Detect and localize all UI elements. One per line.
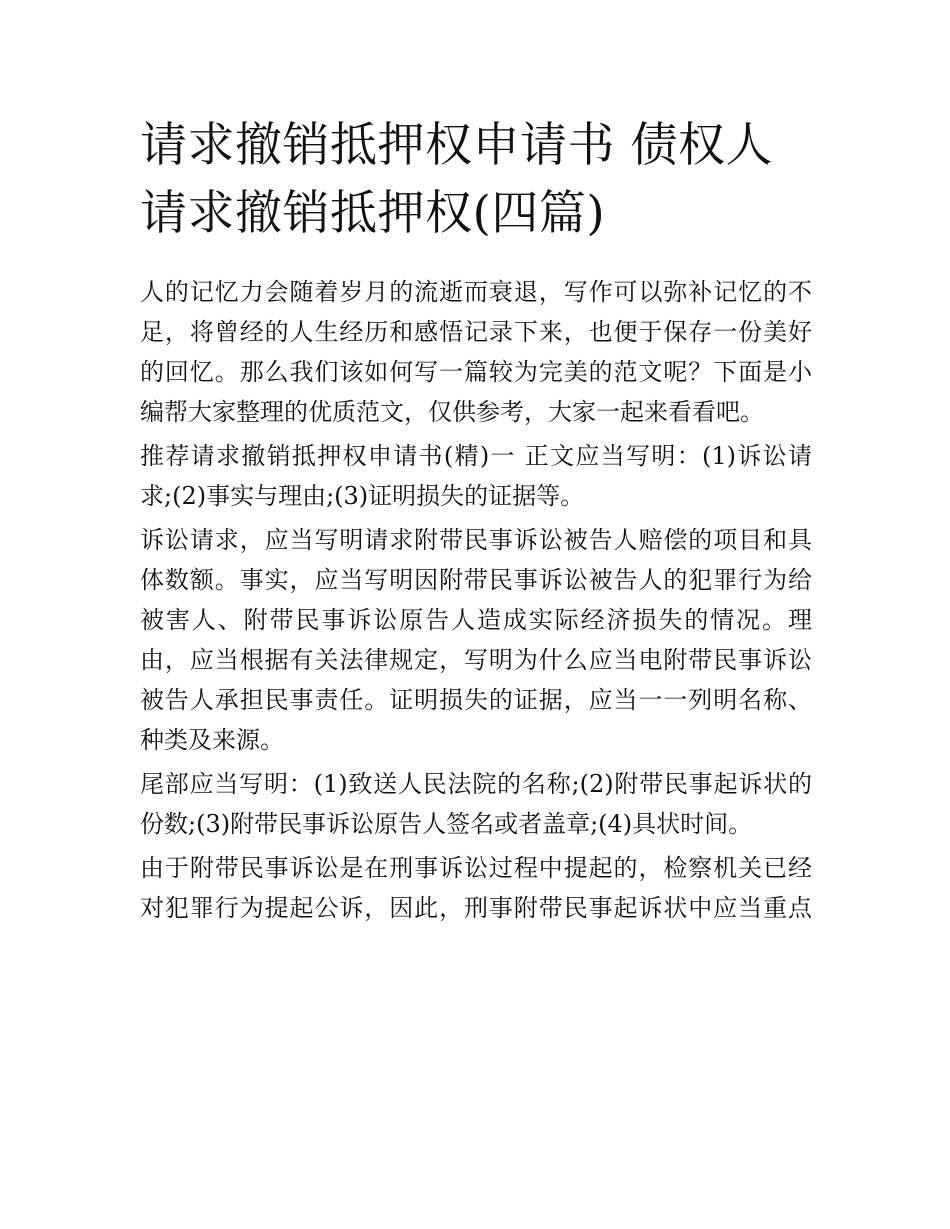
text-line: 由，应当根据有关法律规定，写明为什么应当电附带民事诉讼 bbox=[140, 646, 812, 674]
text-line: 的回忆。那么我们该如何写一篇较为完美的范文呢？下面是小 bbox=[140, 358, 812, 386]
text-line: 足，将曾经的人生经历和感悟记录下来，也便于保存一份美好 bbox=[140, 318, 812, 346]
text-line: 人的记忆力会随着岁月的流逝而衰退，写作可以弥补记忆的不 bbox=[140, 278, 812, 306]
text-line: 种类及来源。 bbox=[140, 726, 284, 754]
title-line: 请求撤销抵押权申请书 债权人 bbox=[140, 118, 773, 173]
text-line: 编帮大家整理的优质范文，仅供参考，大家一起来看看吧。 bbox=[140, 398, 764, 426]
text-line: 对犯罪行为提起公诉，因此，刑事附带民事起诉状中应当重点 bbox=[140, 894, 812, 922]
body-paragraph-focus bbox=[140, 848, 812, 928]
title-line: 请求撤销抵押权(四篇) bbox=[140, 186, 606, 241]
text-line: 被告人承担民事责任。证明损失的证据，应当一一列明名称、 bbox=[140, 686, 812, 714]
body-paragraph-body-content bbox=[140, 436, 812, 516]
text-line: 求;(2)事实与理由;(3)证明损失的证据等。 bbox=[140, 482, 585, 510]
document-title bbox=[140, 112, 812, 248]
body-paragraph-ending bbox=[140, 764, 812, 844]
text-line: 推荐请求撤销抵押权申请书(精)一 正文应当写明：(1)诉讼请 bbox=[140, 442, 812, 470]
text-line: 诉讼请求，应当写明请求附带民事诉讼被告人赔偿的项目和具 bbox=[140, 526, 812, 554]
text-line: 体数额。事实，应当写明因附带民事诉讼被告人的犯罪行为给 bbox=[140, 566, 812, 594]
text-line: 尾部应当写明：(1)致送人民法院的名称;(2)附带民事起诉状的 bbox=[140, 770, 812, 798]
text-line: 份数;(3)附带民事诉讼原告人签名或者盖章;(4)具状时间。 bbox=[140, 810, 753, 838]
text-line: 由于附带民事诉讼是在刑事诉讼过程中提起的，检察机关已经 bbox=[140, 854, 812, 882]
body-paragraph-claims bbox=[140, 520, 812, 760]
body-paragraph-intro bbox=[140, 272, 812, 432]
text-line: 被害人、附带民事诉讼原告人造成实际经济损失的情况。理 bbox=[140, 606, 812, 634]
document-page bbox=[140, 112, 812, 932]
